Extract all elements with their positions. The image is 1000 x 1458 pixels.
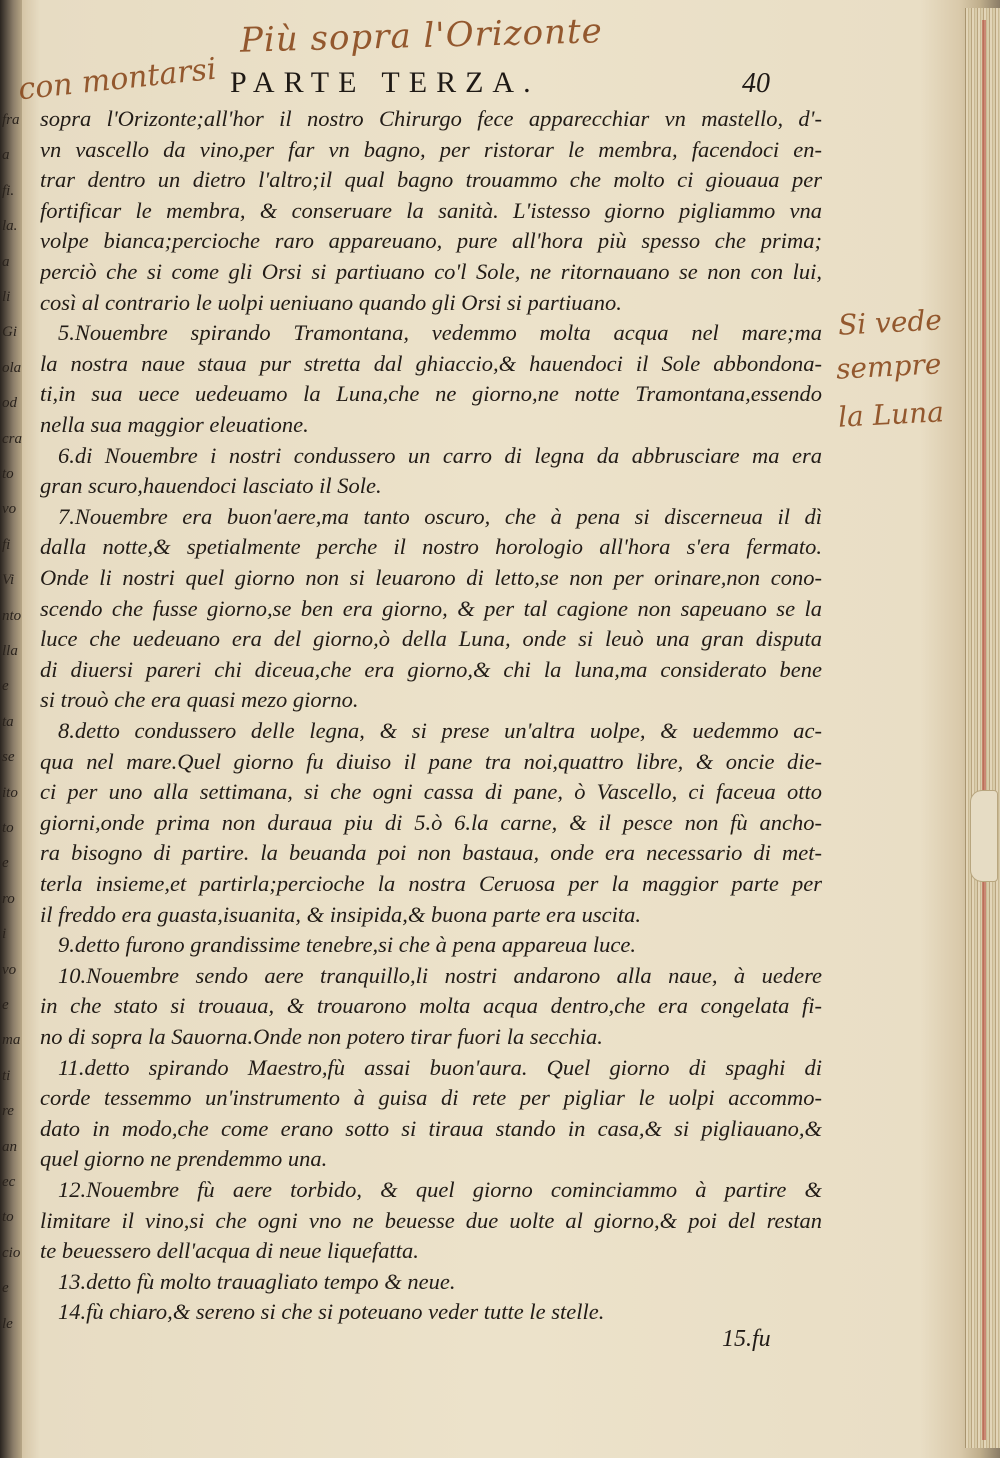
- left-page-fragment: cra: [2, 430, 22, 447]
- text-line: te beuessero dell'acqua di neue liquefatta.: [40, 1238, 419, 1264]
- red-edge-stain: [982, 20, 986, 1440]
- left-page-fragment: to: [2, 1209, 14, 1226]
- left-page-fragment: se: [2, 749, 15, 766]
- left-page-fragment: e: [2, 678, 9, 695]
- text-line: si trouò che era quasi mezo giorno.: [40, 687, 359, 713]
- left-page-fragment: e: [2, 1280, 9, 1297]
- text-line: ti,in sua uece uedeuamo la Luna,che ne giorno,ne notte Tramontana,essendo: [40, 381, 822, 407]
- text-line: 12.Nouembre fù aere torbido, & quel giorno cominciammo à partire &: [58, 1177, 822, 1202]
- text-line: qua nel mare.Quel giorno fu diuiso il pane tra noi,quattro libre, & oncie die-: [40, 748, 822, 774]
- left-page-fragment: a: [2, 147, 10, 164]
- left-page-fragment: vo: [2, 501, 17, 518]
- left-page-fragment: e: [2, 997, 9, 1013]
- text-line: perciò che si come gli Orsi si partiuano co'l Sole, ne ritornauano se non con lui,: [40, 259, 822, 284]
- text-line: 9.detto furono grandissime tenebre,si che à pena appareua luce.: [58, 932, 637, 958]
- text-line: luce che uedeuano era del giorno,ò della Luna, onde si leuò una gran disputa: [40, 626, 822, 652]
- left-page-fragment: fra: [2, 112, 20, 128]
- text-line: 11.detto spirando Maestro,fù assai buon'aura. Quel giorno di spaghi di: [58, 1054, 822, 1080]
- text-line: dato in modo,che come erano sotto si tiraua stando in casa,& si pigliauano,&: [40, 1115, 822, 1141]
- text-line: di diuersi pareri chi diceua,che era giorno,& chi la luna,ma considerato bene: [40, 656, 822, 682]
- left-page-fragment: vo: [2, 961, 17, 978]
- left-page-fragment: e: [2, 855, 9, 872]
- text-line: 8.detto condussero delle legna, & si prese un'altra uolpe, & uedemmo ac-: [58, 718, 822, 743]
- left-page-fragment: od: [2, 395, 17, 412]
- left-page-fragment: ito: [2, 784, 18, 801]
- left-page-fragment: a: [2, 253, 10, 270]
- text-line: 7.Nouembre era buon'aere,ma tanto oscuro, che à pena si discerneua il dì: [58, 503, 822, 529]
- running-head: PARTE TERZA.: [230, 66, 540, 99]
- text-line: il freddo era guasta,isuanita, & insipida,& buona parte era uscita.: [40, 901, 642, 927]
- text-line: la nostra naue staua pur stretta dal ghiaccio,& hauendoci il Sole abbondona-: [40, 350, 822, 376]
- left-page-fragment: ti: [2, 1067, 11, 1084]
- handwritten-margin-note-2: sempre: [835, 347, 943, 386]
- text-line: limitare il vino,si che ogni vno ne beuesse due uolte al giorno,& poi del restan: [40, 1207, 822, 1233]
- text-line: trar dentro un dietro l'altro;il qual bagno trouammo che molto ci giouaua per: [40, 167, 822, 193]
- left-page-fragment: ola: [2, 359, 22, 376]
- left-page-fragment: Gi: [2, 324, 17, 341]
- text-line: corde tessemmo un'instrumento à guisa di rete per pigliar le uolpi accommo-: [40, 1085, 822, 1111]
- catchword: 15.fu: [722, 1326, 771, 1352]
- text-line: volpe bianca;percioche raro appareuano, pure all'hora più spesso che prima;: [40, 228, 822, 254]
- handwritten-annotation-top-left: con montarsi: [16, 51, 219, 108]
- page-number: 40: [742, 68, 770, 99]
- left-page-fragment: cio: [2, 1244, 21, 1261]
- left-page-fragment: li: [2, 289, 11, 305]
- text-line: giorni,onde prima non duraua piu di 5.ò 6.la carne, & il pesce non fù ancho-: [40, 809, 822, 835]
- text-line: gran scuro,hauendoci lasciato il Sole.: [40, 473, 382, 499]
- left-page-fragment: to: [2, 466, 14, 482]
- text-line: ci per uno alla settimana, si che ogni cassa di pane, ò Vascello, ci faceua otto: [40, 779, 822, 805]
- text-line: ra bisogno di partire. la beuanda poi non bastaua, onde era necessario di met-: [40, 840, 822, 866]
- left-page-fragment: an: [2, 1138, 17, 1155]
- text-line: 14.fù chiaro,& sereno si che si poteuano veder tutte le stelle.: [58, 1299, 605, 1325]
- text-line: 13.detto fù molto trauagliato tempo & neue.: [58, 1268, 456, 1294]
- left-page-fragment: ta: [2, 713, 14, 730]
- left-page-fragment: lla: [2, 643, 18, 659]
- text-line: in che stato si trouaua, & trouarono molta acqua dentro,che era congelata fi-: [40, 993, 822, 1019]
- left-page-fragment: le: [2, 1315, 13, 1332]
- text-line: vn vascello da vino,per far vn bagno, per ristorar le membra, facendoci en-: [40, 136, 822, 162]
- handwritten-margin-note-1: Si vede: [837, 303, 943, 342]
- left-page-fragment: Vi: [2, 572, 15, 589]
- left-page-fragment: nto: [2, 607, 22, 624]
- left-page-fragment: fi: [2, 536, 11, 553]
- text-line: 10.Nouembre sendo aere tranquillo,li nostri andarono alla naue, à uedere: [58, 962, 822, 988]
- left-page-fragment: ec: [2, 1174, 16, 1190]
- left-page-fragment: to: [2, 820, 14, 836]
- handwritten-annotation-top: Più sopra l'Orizonte: [239, 11, 604, 61]
- text-line: nella sua maggior eleuatione.: [40, 412, 309, 437]
- left-page-fragment: ro: [2, 890, 15, 907]
- left-page-fragment: re: [2, 1103, 14, 1120]
- handwritten-margin-note-3: la Luna: [837, 395, 945, 434]
- text-line: quel giorno ne prendemmo una.: [40, 1146, 328, 1172]
- text-line: scendo che fusse giorno,se ben era giorno, & per tal cagione non sapeuano se la: [40, 595, 822, 621]
- page-tab: [970, 790, 998, 882]
- text-line: Onde li nostri quel giorno non si leuarono di letto,se non per orinare,non cono-: [40, 565, 822, 590]
- text-line: terla insieme,et partirla;percioche la nostra Ceruosa per la maggior parte per: [40, 871, 822, 896]
- left-page-fragment: la.: [2, 218, 18, 235]
- left-page-edge: [0, 0, 22, 1458]
- left-page-fragment: fi.: [2, 182, 15, 199]
- text-line: 6.di Nouembre i nostri condussero un carro di legna da abbrusciare ma era: [58, 442, 822, 468]
- left-page-fragment: i: [2, 926, 7, 943]
- text-line: dalla notte,& spetialmente perche il nostro horologio all'hora s'era fermato.: [40, 534, 822, 560]
- text-line: fortificar le membra, & conseruare la sanità. L'istesso giorno pigliammo vna: [40, 197, 822, 223]
- text-line: no di sopra la Sauorna.Onde non potero tirar fuori la secchia.: [40, 1024, 603, 1049]
- left-page-fragment: ma: [2, 1032, 21, 1049]
- text-line: così al contrario le uolpi ueniuano quando gli Orsi si partiuano.: [40, 289, 622, 315]
- text-line: 5.Nouembre spirando Tramontana, vedemmo molta acqua nel mare;ma: [58, 320, 822, 346]
- text-line: sopra l'Orizonte;all'hor il nostro Chirurgo fece apparecchiar vn mastello, d'-: [40, 106, 822, 131]
